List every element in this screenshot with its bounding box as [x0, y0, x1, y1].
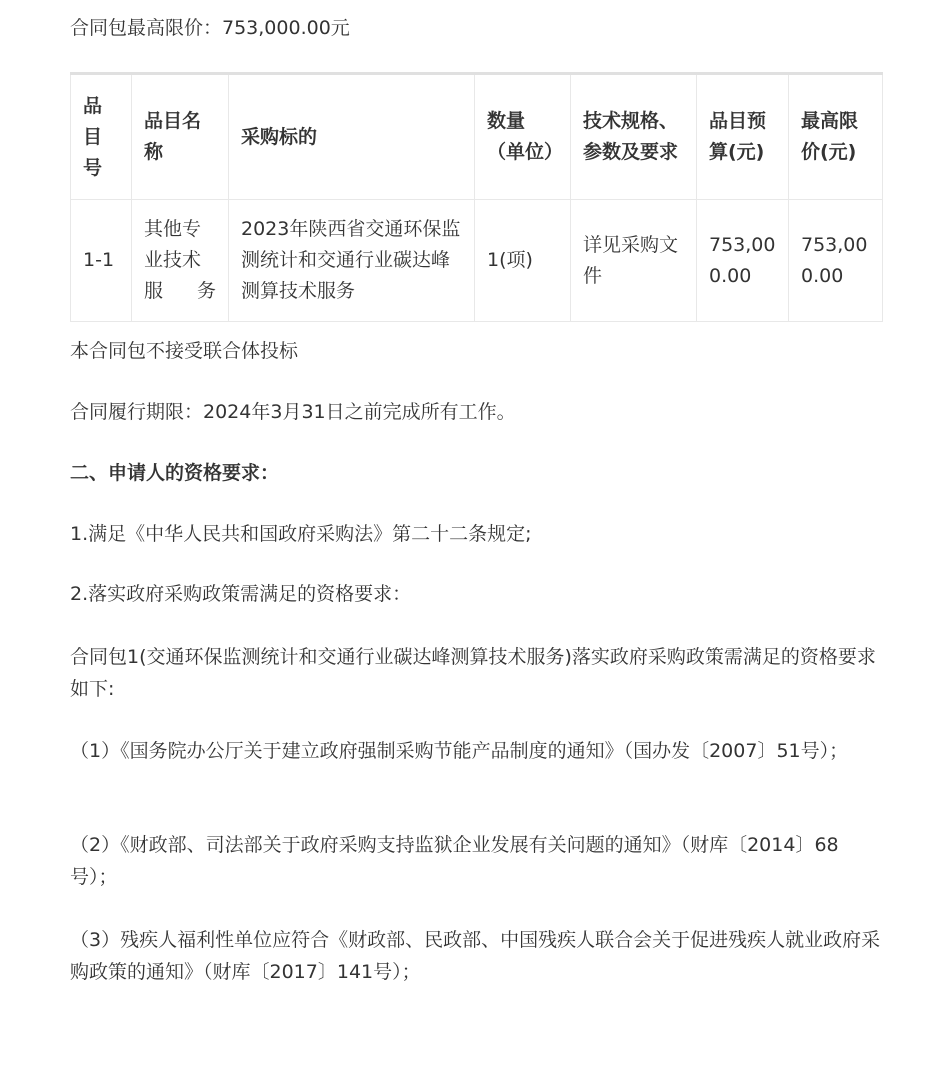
policy-item: （2）《财政部、司法部关于政府采购支持监狱企业发展有关问题的通知》（财库〔2014〕68号）；: [70, 834, 839, 888]
policy-item: （3）残疾人福利性单位应符合《财政部、民政部、中国残疾人联合会关于促进残疾人就业政府采购政策的通知》（财库〔2017〕141号）；: [70, 929, 881, 983]
header-quantity: 数量（单位）: [475, 74, 571, 200]
header-subject: 采购标的: [229, 74, 475, 200]
cell-item-no: 1-1: [71, 200, 132, 322]
contract-period-text: 合同履行期限：2024年3月31日之前完成所有工作。: [70, 401, 516, 423]
requirement-2: 2.落实政府采购政策需满足的资格要求：: [70, 583, 412, 605]
cell-budget: 753,000.00: [697, 200, 789, 322]
cell-spec: 详见采购文件: [571, 200, 697, 322]
cell-subject: 2023年陕西省交通环保监测统计和交通行业碳达峰测算技术服务: [229, 200, 475, 322]
header-budget: 品目预算(元): [697, 74, 789, 200]
header-item-no: 品目号: [71, 74, 132, 200]
package-note: 合同包1(交通环保监测统计和交通行业碳达峰测算技术服务)落实政府采购政策需满足的资格要求如下:: [70, 646, 876, 700]
cell-max-price: 753,000.00: [789, 200, 883, 322]
section-title: 二、申请人的资格要求：: [70, 462, 280, 484]
cell-item-name: 其他专业技术服务: [132, 200, 229, 322]
header-item-name: 品目名称: [132, 74, 229, 200]
requirement-1: 1.满足《中华人民共和国政府采购法》第二十二条规定;: [70, 523, 532, 545]
policy-item: （1）《国务院办公厅关于建立政府强制采购节能产品制度的通知》（国办发〔2007〕51号）；: [70, 740, 849, 762]
header-spec: 技术规格、参数及要求: [571, 74, 697, 200]
max-price-text: 合同包最高限价：753,000.00元: [70, 17, 350, 39]
table-header-row: [71, 74, 883, 200]
table-row: [71, 200, 883, 322]
cell-quantity: 1(项): [475, 200, 571, 322]
no-consortium-text: 本合同包不接受联合体投标: [70, 340, 299, 362]
items-table: [70, 72, 883, 322]
header-max-price: 最高限价(元): [789, 74, 883, 200]
